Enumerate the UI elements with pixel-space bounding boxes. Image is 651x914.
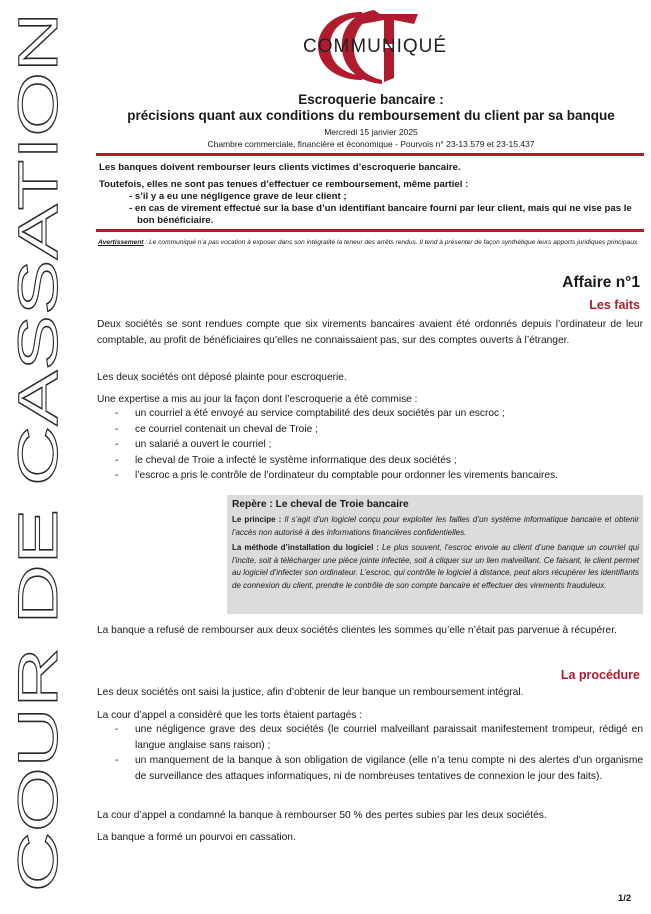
faits-paragraph-4: La banque a refusé de rembourser aux deux sociétés clientes les sommes qu’elle n’était pas parvenue à récupérer.	[97, 625, 617, 636]
list-item: - un salarié a ouvert le courriel ;	[115, 439, 272, 450]
warning-text: : Le communiqué n’a pas vocation à exposer dans son intégralité la teneur des arrêts rendus. Il tend à présenter de façon synthétique leurs apports juridiques principaux.	[143, 239, 640, 246]
list-item: - un courriel a été envoyé au service comptabilité des deux sociétés par un escroc ;	[115, 408, 505, 419]
list-item-text: le cheval de Troie a infecté le système informatique des deux sociétés ;	[135, 454, 457, 466]
section-title-procedure: La procédure	[560, 668, 640, 682]
case-title: Affaire n°1	[562, 274, 640, 291]
summary-line-2: Toutefois, elles ne sont pas tenues d’effectuer ce remboursement, même partiel :	[99, 179, 469, 190]
repere-box	[227, 495, 643, 614]
chamber-pourvois: Chambre commerciale, financière et économique - Pourvois n° 23-13.579 et 23-15.437	[207, 139, 535, 149]
list-item: - une négligence grave des deux sociétés (le courriel malveillant paraissait manifestement trompeur, rédigé en langue anglaise sans raison) ;	[115, 724, 643, 751]
page-number: 1/2	[618, 893, 632, 904]
summary-line-1: Les banques doivent rembourser leurs clients victimes d’escroquerie bancaire.	[99, 162, 461, 173]
summary-box	[96, 153, 644, 232]
list-item-text: un courriel a été envoyé au service comptabilité des deux sociétés par un escroc ;	[135, 408, 505, 419]
summary-bullet-2: - en cas de virement effectué sur la base d’un identifiant bancaire fourni par leur client, mais qui ne vise pas le bon bénéficiaire.	[129, 203, 632, 226]
repere-principe-label: Le principe :	[232, 515, 282, 524]
date: Mercredi 15 janvier 2025	[324, 127, 418, 137]
faits-paragraph-3: Une expertise a mis au jour la façon dont l’escroquerie a été commise :	[97, 394, 418, 405]
title-line-2: précisions quant aux conditions du remboursement du client par sa banque	[127, 108, 615, 123]
repere-principe	[232, 514, 639, 539]
section-title-faits: Les faits	[589, 298, 640, 312]
logo-word: COMMUNIQUÉ	[302, 36, 448, 57]
repere-title: Repère : Le cheval de Troie bancaire	[232, 499, 409, 510]
faits-paragraph-1: Deux sociétés se sont rendues compte que six virements bancaires avaient été ordonnés depuis l’ordinateur de leur comptable, au profit de bénéficiaires qu’elles ne connaissaient pas, sur des comptes ouverts à l’étranger.	[97, 319, 643, 346]
list-item: - ce courriel contenait un cheval de Troie ;	[115, 423, 318, 435]
faits-list	[97, 406, 643, 484]
list-item-text: un salarié a ouvert le courriel ;	[135, 439, 272, 450]
warning-note	[98, 239, 643, 248]
title-line-1: Escroquerie bancaire :	[298, 92, 444, 107]
header	[97, 92, 645, 150]
vertical-court-title	[6, 0, 69, 914]
repere-methode-label: La méthode d’installation du logiciel :	[232, 543, 379, 553]
repere-principe-text: Il s’agit d’un logiciel conçu pour exploiter les failles d’un système informatique bancaire et obtenir l’accès non autorisé à des informations financières confidentielles.	[232, 515, 639, 537]
procedure-paragraph-4: La banque a formé un pourvoi en cassation.	[97, 832, 296, 843]
vertical-court-title-text: COUR DE CASSATION	[6, 298, 69, 892]
list-item-text: une négligence grave des deux sociétés (le courriel malveillant paraissait manifestement trompeur, rédigé en langue anglaise sans raison) ;	[135, 724, 643, 751]
list-item: - l’escroc a pris le contrôle de l’ordinateur du comptable pour ordonner les virements bancaires.	[115, 470, 559, 481]
procedure-paragraph-1: Les deux sociétés ont saisi la justice, afin d’obtenir de leur banque un remboursement intégral.	[97, 687, 524, 698]
vertical-court-title-svg	[6, 0, 69, 914]
communique-logo	[290, 4, 460, 88]
list-item-text: ce courriel contenait un cheval de Troie ;	[135, 423, 318, 435]
faits-paragraph-2: Les deux sociétés ont déposé plainte pour escroquerie.	[97, 372, 347, 383]
repere-methode-text: Le plus souvent, l’escroc envoie au client d’une banque un courriel qui l’incite, soit à télécharger une pièce jointe infectée, soit à cliquer sur un lien malveillant. Ce faisant, le client permet au logiciel d’infecter son ordinateur. L’escroc, qui contrôle le logiciel à distance, peut alors récupérer les identifiants de connexion du client, prendre le contrôle de son compte bancaire et effectuer des virements frauduleux.	[232, 543, 640, 590]
list-item: - un manquement de la banque à son obligation de vigilance (elle n’a tenu compte ni des alertes d’un organisme de surveillance des attaques informatiques, ni de nombreuses tentatives de connexion le jour des faits).	[115, 755, 643, 782]
procedure-paragraph-2: La cour d’appel a considéré que les torts étaient partagés :	[97, 710, 363, 721]
warning-label: Avertissement	[98, 239, 144, 246]
list-item-text: un manquement de la banque à son obligation de vigilance (elle n’a tenu compte ni des alertes d’un organisme de surveillance des attaques informatiques, ni de nombreuses tentatives de connexion le jour des faits).	[135, 755, 643, 782]
procedure-list	[97, 722, 643, 784]
summary-bullet-1: - s’il y a eu une négligence grave de leur client ;	[129, 191, 347, 202]
procedure-paragraph-3: La cour d’appel a condamné la banque à rembourser 50 % des pertes subies par les deux sociétés.	[97, 810, 547, 821]
list-item-text: l’escroc a pris le contrôle de l’ordinateur du comptable pour ordonner les virements bancaires.	[135, 470, 559, 481]
repere-methode	[232, 542, 639, 592]
list-item: - le cheval de Troie a infecté le système informatique des deux sociétés ;	[115, 454, 457, 466]
